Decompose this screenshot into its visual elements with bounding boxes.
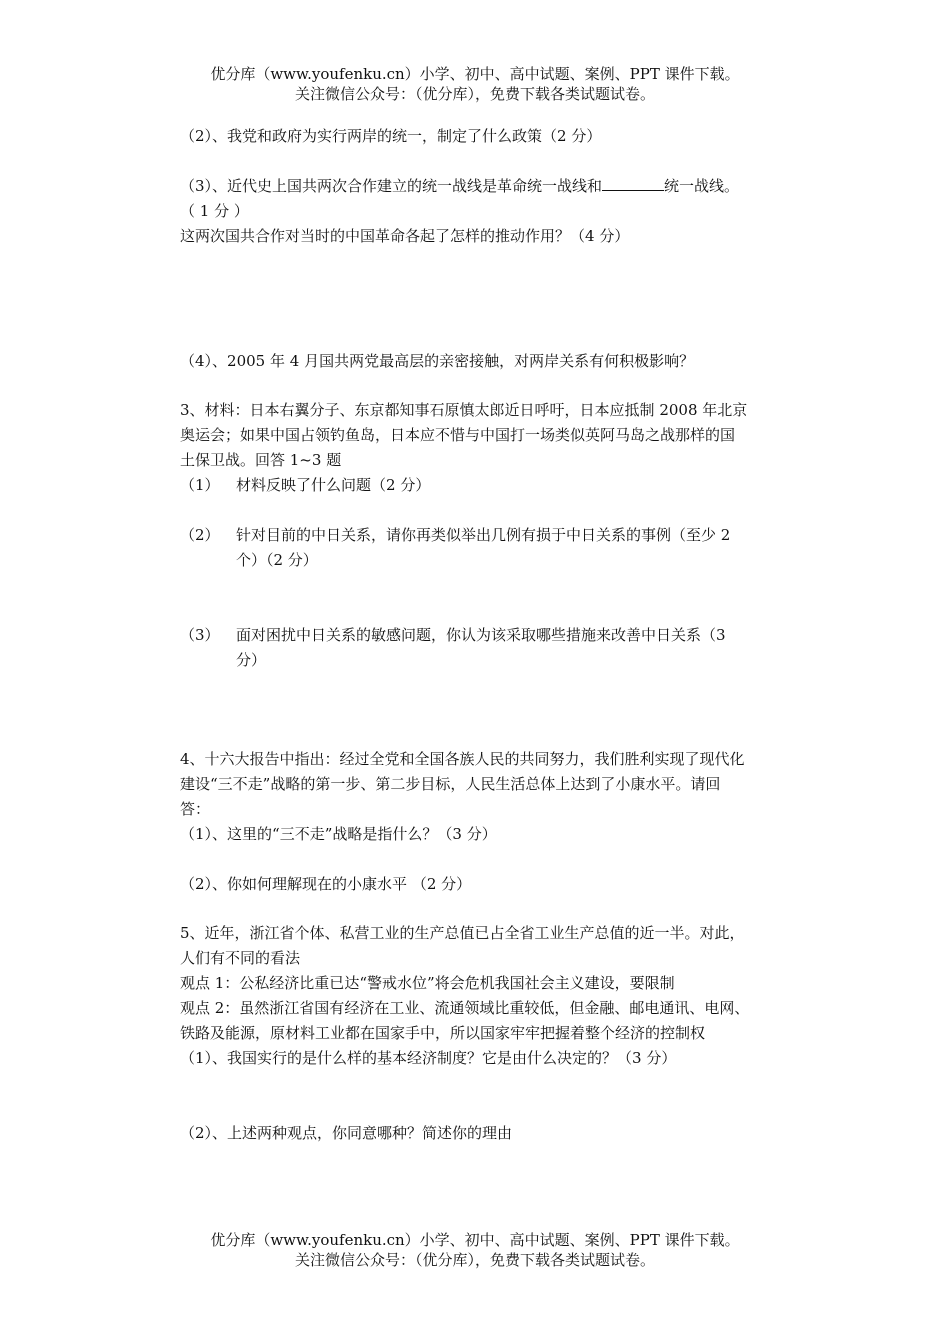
question-3-line-3: 土保卫战。回答 1~3 题 [180,451,342,469]
question-2-4: （4）、2005 年 4 月国共两党最高层的亲密接触，对两岸关系有何积极影响？ [180,352,695,370]
question-2-3 [180,174,820,198]
question-5-2: （2）、上述两种观点，你同意哪种？简述你的理由 [180,1124,513,1142]
question-3-1-text: 材料反映了什么问题（2 分） [236,476,431,494]
fill-blank [602,176,664,191]
question-5-viewpoint-2b: 铁路及能源，原材料工业都在国家手中，所以国家牢牢把握着整个经济的控制权 [180,1024,706,1042]
question-2-3-text-b: 统一战线。 [664,177,740,195]
question-2-3-score: （ 1 分 ） [180,202,249,220]
question-4-1: （1）、这里的“三不走”战略是指什么？（3 分） [180,825,497,843]
question-3-1-number: （1） [180,476,220,494]
question-3-3-number: （3） [180,626,220,644]
header-line-2: 关注微信公众号：（优分库），免费下载各类试题试卷。 [294,85,655,103]
question-3-2-number: （2） [180,526,220,544]
question-5-line-1: 5、近年，浙江省个体、私营工业的生产总值已占全省工业生产总值的近一半。对此， [180,924,745,942]
question-3-2-text-2: 个）（2 分） [236,551,318,569]
question-4-2: （2）、你如何理解现在的小康水平 （2 分） [180,875,472,893]
question-3-3-text-2: 分） [236,651,267,669]
question-5-viewpoint-2a: 观点 2：虽然浙江省国有经济在工业、流通领域比重较低，但金融、邮电通讯、电网、 [180,999,750,1017]
question-4-line-2: 建设“三不走”战略的第一步、第二步目标，人民生活总体上达到了小康水平。请回 [180,775,721,793]
question-2-2: （2）、我党和政府为实行两岸的统一，制定了什么政策（2 分） [180,127,602,145]
question-5-1: （1）、我国实行的是什么样的基本经济制度？它是由什么决定的？（3 分） [180,1049,677,1067]
footer-line-1: 优分库（www.youfenku.cn）小学、初中、高中试题、案例、PPT 课件下载。 [210,1231,740,1249]
question-3-line-2: 奥运会；如果中国占领钓鱼岛，日本应不惜与中国打一场类似英阿马岛之战那样的国 [180,426,736,444]
question-3-2-text-1: 针对目前的中日关系，请你再类似举出几例有损于中日关系的事例（至少 2 [236,526,731,544]
question-2-3-text-a: （3）、近代史上国共两次合作建立的统一战线是革命统一战线和 [180,177,603,195]
question-3-3-text-1: 面对困扰中日关系的敏感问题，你认为该采取哪些措施来改善中日关系（3 [236,626,726,644]
question-4-line-3: 答： [180,800,211,818]
question-5-viewpoint-1: 观点 1：公私经济比重已达“警戒水位”将会危机我国社会主义建设，要限制 [180,974,675,992]
page-header [0,64,950,104]
question-2-3-sub: 这两次国共合作对当时的中国革命各起了怎样的推动作用？（4 分） [180,227,630,245]
question-4-line-1: 4、十六大报告中指出：经过全党和全国各族人民的共同努力，我们胜利实现了现代化 [180,750,745,768]
page-footer [0,1230,950,1270]
header-line-1: 优分库（www.youfenku.cn）小学、初中、高中试题、案例、PPT 课件下载。 [210,65,740,83]
question-3-line-1: 3、材料：日本右翼分子、东京都知事石原慎太郎近日呼吁，日本应抵制 2008 年北京 [180,401,748,419]
question-5-line-2: 人们有不同的看法 [180,949,301,967]
footer-line-2: 关注微信公众号：（优分库），免费下载各类试题试卷。 [294,1251,655,1269]
